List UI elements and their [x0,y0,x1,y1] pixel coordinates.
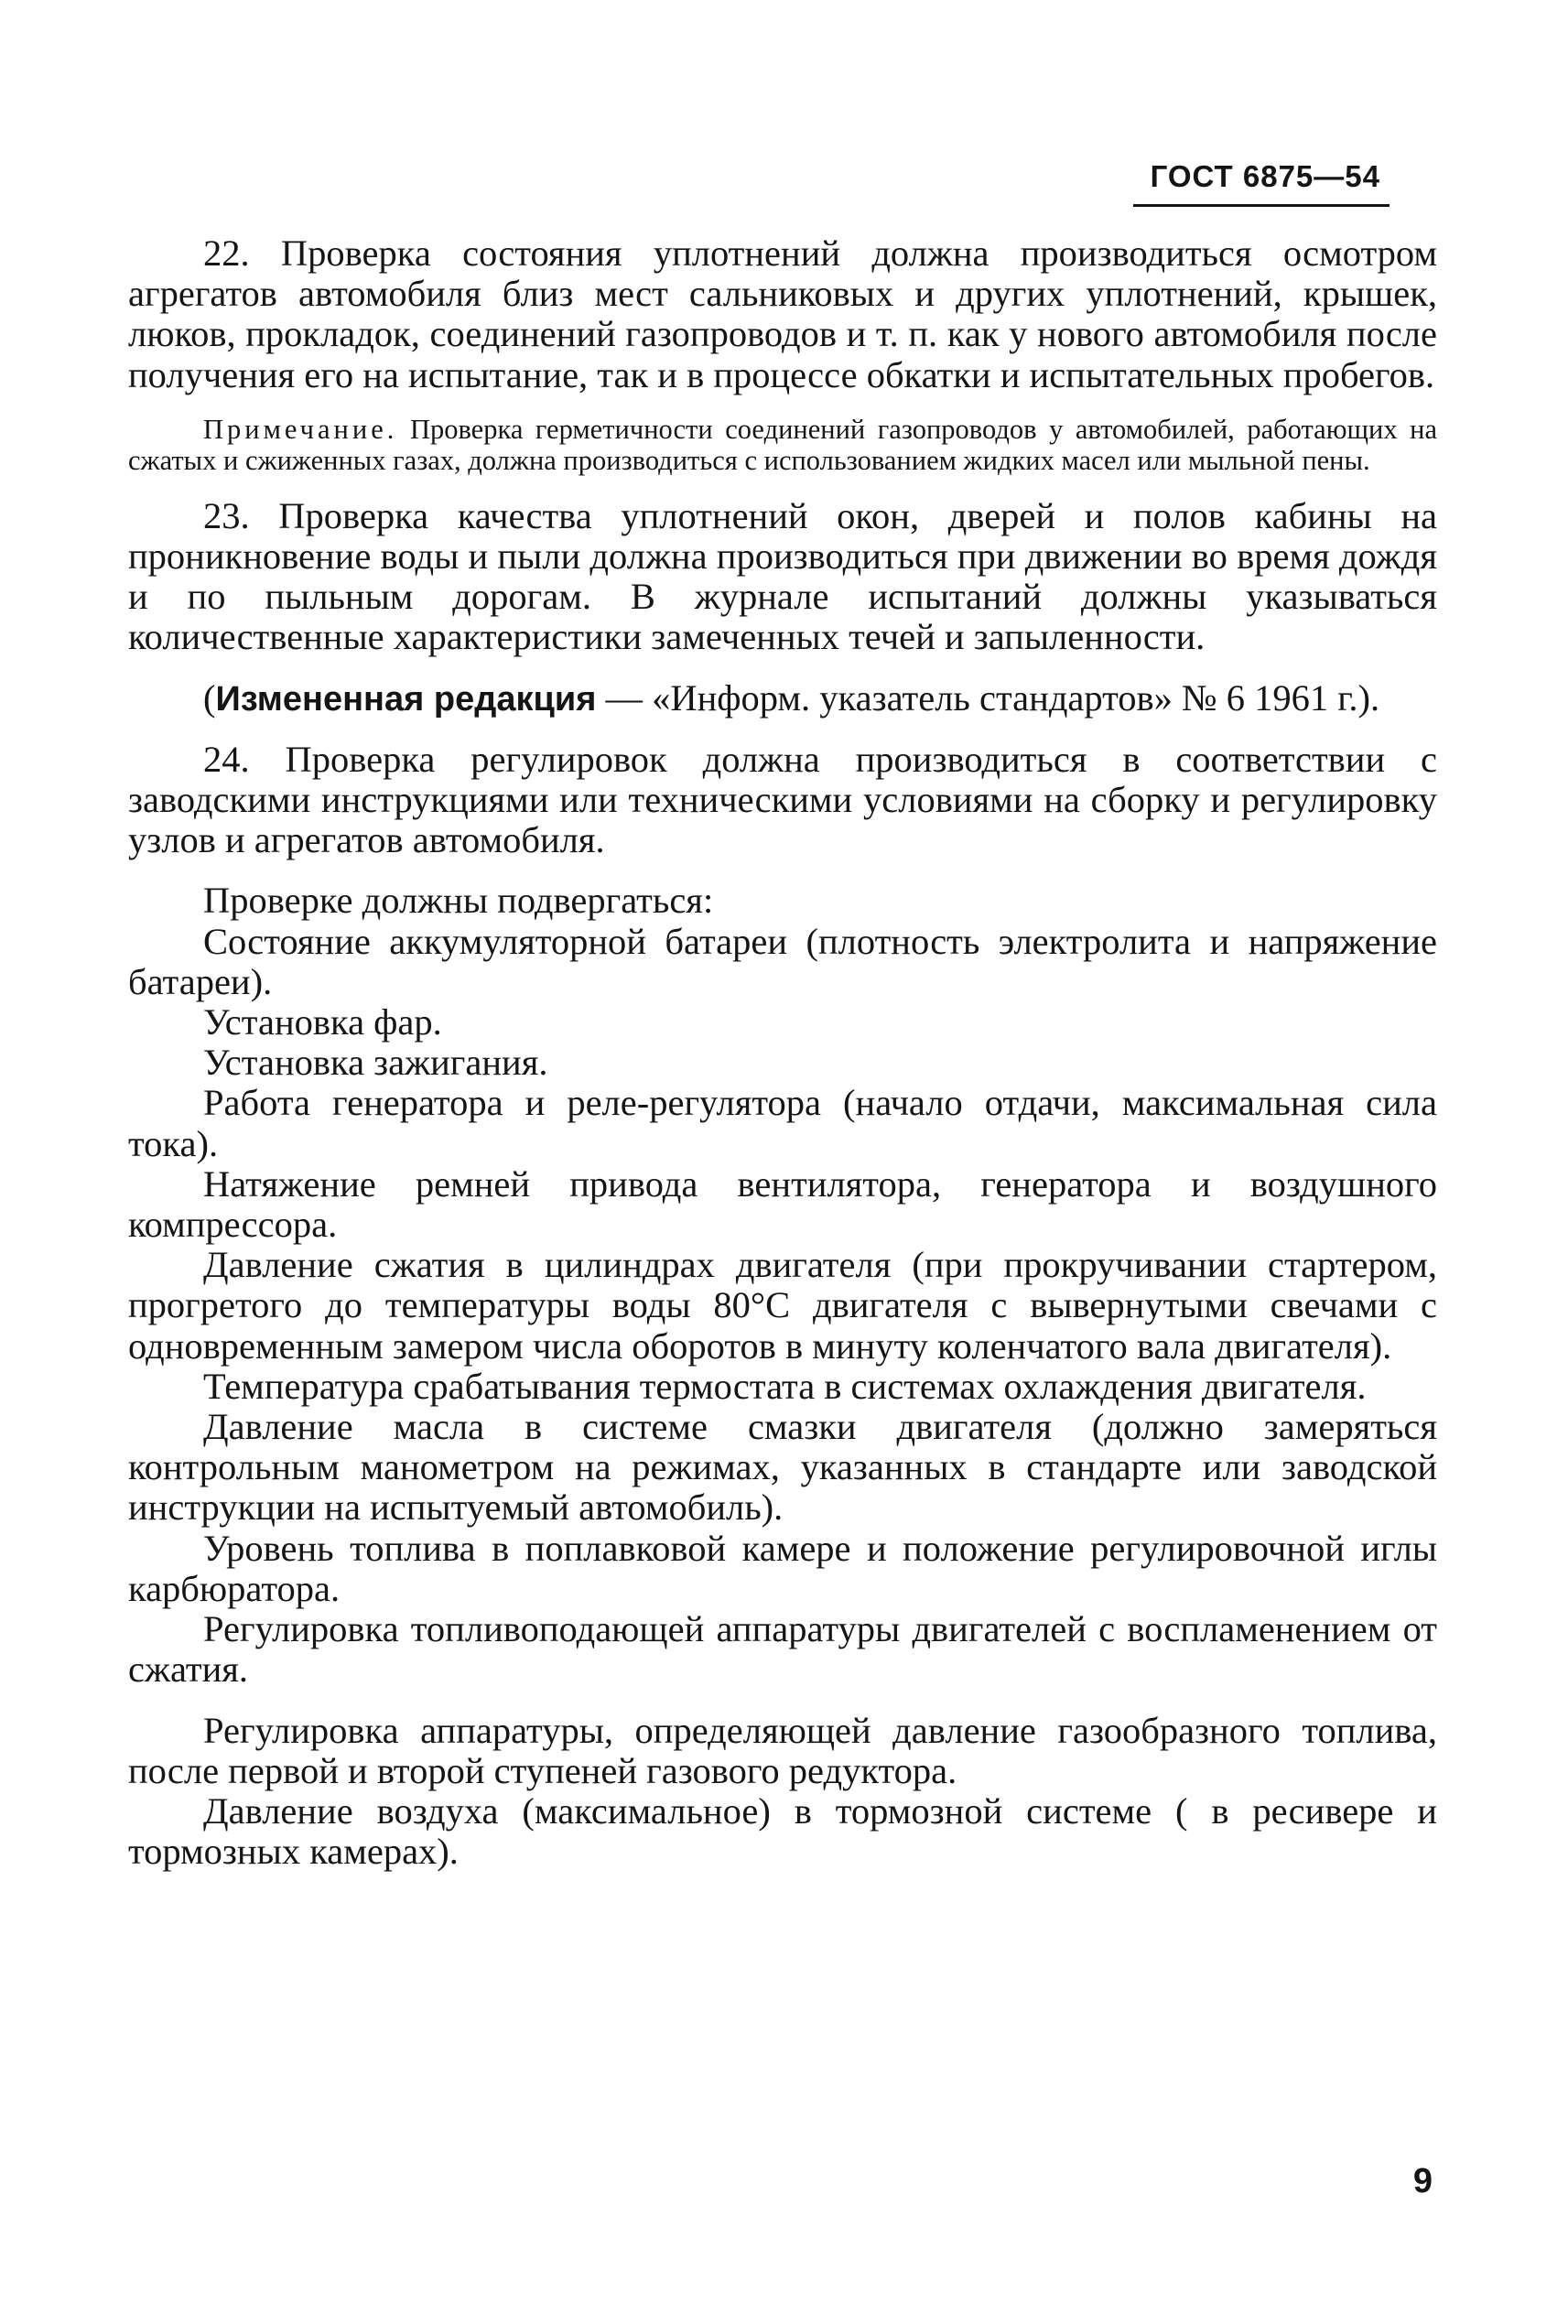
edit-note [128,678,1437,719]
list-item: Установка фар. [203,1001,442,1043]
note-text: Проверка герметичности соединений газопроводов у автомобилей, работающих на сжатых и сжиженных газах, должна производиться с использованием жидких масел или мыльной пены. [128,413,1437,476]
paragraph-24-intro: Проверке должны подвергаться: [203,880,714,922]
list-item: Регулировка аппаратуры, определяющей давление газообразного топлива, после первой и второй ступеней газового редуктора. [128,1709,1437,1791]
list-item: Работа генератора и реле-регулятора (начало отдачи, максимальная сила тока). [128,1082,1437,1164]
list-item: Уровень топлива в поплавковой камере и положение регулировочной иглы карбюратора. [128,1527,1437,1609]
standard-number: ГОСТ 6875—54 [1150,159,1380,193]
list-item: Давление масла в системе смазки двигателя (должно замеряться контрольным манометром на режимах, указанных в стандарте или заводской инструкции на испытуемый автомобиль). [128,1406,1437,1529]
list-item: Температура срабатывания термостата в системах охлаждения двигателя. [203,1365,1367,1407]
body-text [128,233,1437,1872]
edit-label: Измененная редакция [215,679,597,719]
list-item: Состояние аккумуляторной батареи (плотность электролита и напряжение батареи). [128,920,1437,1002]
paragraph-23: 23. Проверка качества уплотнений окон, дверей и полов кабины на проникновение воды и пыли должна производиться при движении во время дождя и по пыльным дорогам. В журнале испытаний должны указываться количественные характеристики замеченных течей и запыленности. [128,494,1437,658]
edit-text: — «Информ. указатель стандартов» № 6 1961 г.). [596,676,1380,719]
list-item: Давление воздуха (максимальное) в тормозной системе ( в ресивере и тормозных камерах). [128,1789,1437,1873]
note [128,414,1437,476]
list-item: Давление сжатия в цилиндрах двигателя (при прокручивании стартером, прогретого до температуры воды 80°С двигателя с вывернутыми свечами с одновременным замером числа оборотов в минуту коленчатого вала двигателя). [128,1244,1437,1367]
page-header [1133,154,1390,207]
edit-open-paren: ( [203,676,216,719]
list-item: Установка зажигания. [203,1042,548,1084]
note-label: Примечание. [203,413,398,445]
paragraph-22: 22. Проверка состояния уплотнений должна производиться осмотром агрегатов автомобиля близ мест сальниковых и других уплотнений, крышек, люков, прокладок, соединений газопроводов и т. п. как у нового автомобиля после получения его на испытание, так и в процессе обкатки и испытательных пробегов. [128,232,1437,395]
list-item: Натяжение ремней привода вентилятора, генератора и воздушного компрессора. [128,1162,1437,1246]
list-item: Регулировка топливоподающей аппаратуры двигателей с воспламенением от сжатия. [128,1608,1437,1691]
page-number: 9 [1412,2162,1433,2200]
paragraph-24: 24. Проверка регулировок должна производиться в соответствии с заводскими инструкциями или техническими условиями на сборку и регулировку узлов и агрегатов автомобиля. [128,738,1437,861]
